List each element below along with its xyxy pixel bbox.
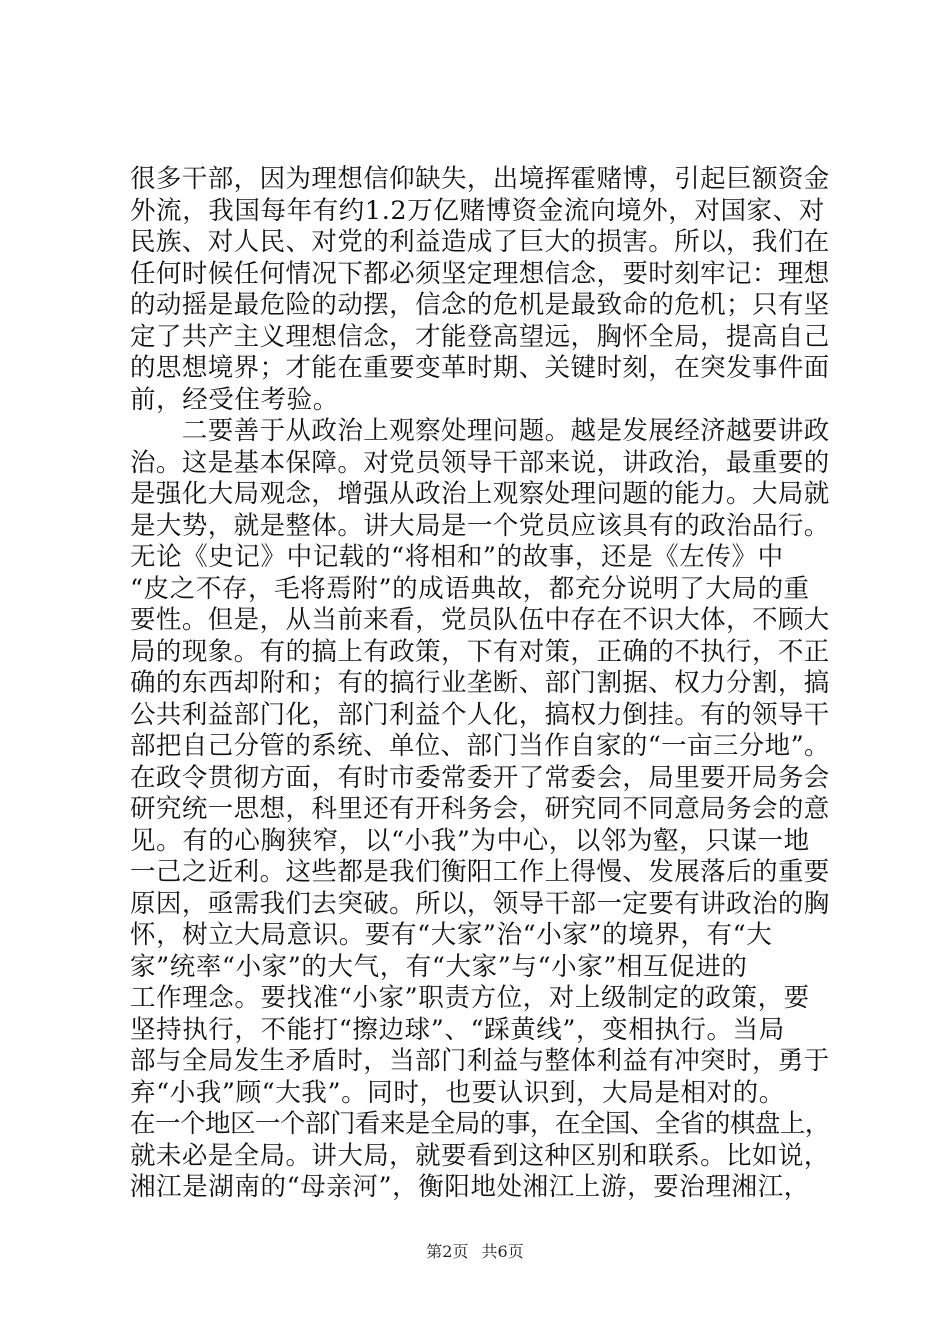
text-line: 怀，树立大局意识。要有“大家”治“小家”的境界，有“大 <box>130 920 773 950</box>
text-line: 前，经受住考验。 <box>130 384 339 415</box>
text-line: 民族、对人民、对党的利益造成了巨大的损害。所以，我们在 <box>130 227 830 257</box>
page-footer <box>0 1242 950 1262</box>
text-line: 确的东西却附和；有的搞行业垄断、部门割据、权力分割，搞 <box>130 668 830 698</box>
text-line: 公共利益部门化，部门利益个人化，搞权力倒挂。有的领导干 <box>130 699 830 730</box>
text-line: 的动摇是最危险的动摆，信念的危机是最致命的危机；只有坚 <box>130 290 830 320</box>
text-line: 治。这是基本保障。对党员领导干部来说，讲政治，最重要的 <box>130 447 830 478</box>
text-line: 一己之近利。这些都是我们衡阳工作上得慢、发展落后的重要 <box>130 857 830 887</box>
text-line: 湘江是湖南的“母亲河”，衡阳地处湘江上游，要治理湘江， <box>130 1172 810 1202</box>
text-line: 在一个地区一个部门看来是全局的事，在全国、全省的棋盘上， <box>130 1109 830 1139</box>
page-number: 第2页 <box>426 1242 469 1261</box>
text-line: 部与全局发生矛盾时，当部门利益与整体利益有冲突时，勇于 <box>130 1046 830 1076</box>
text-line: 家”统率“小家”的大气，有“大家”与“小家”相互促进的 <box>130 951 748 982</box>
text-line: 外流，我国每年有约1.2万亿赌博资金流向境外，对国家、对 <box>130 195 825 226</box>
text-line: 就未必是全局。讲大局，就要看到这种区别和联系。比如说， <box>130 1140 830 1171</box>
text-line: 研究统一思想，科里还有开科务会，研究同不同意局务会的意 <box>130 794 830 824</box>
text-line: 坚持执行，不能打“擦边球”、“踩黄线”，变相执行。当局 <box>130 1014 785 1045</box>
text-line: 原因，亟需我们去突破。所以，领导干部一定要有讲政治的胸 <box>130 888 830 919</box>
text-line: 无论《史记》中记载的“将相和”的故事，还是《左传》中 <box>130 542 784 572</box>
text-line: 要性。但是，从当前来看，党员队伍中存在不识大体，不顾大 <box>130 605 830 635</box>
text-line: 定了共产主义理想信念，才能登高望远，胸怀全局，提高自己 <box>130 321 830 352</box>
text-line: 是大势，就是整体。讲大局是一个党员应该具有的政治品行。 <box>130 510 830 541</box>
text-line: 弃“小我”顾“大我”。同时，也要认识到，大局是相对的。 <box>130 1077 785 1108</box>
text-line: 部把自己分管的系统、单位、部门当作自家的“一亩三分地”。 <box>130 731 830 761</box>
text-line: 是强化大局观念，增强从政治上观察处理问题的能力。大局就 <box>130 479 830 509</box>
text-line: 二要善于从政治上观察处理问题。越是发展经济越要讲政 <box>130 416 830 446</box>
text-line: 很多干部，因为理想信仰缺失，出境挥霍赌博，引起巨额资金 <box>130 164 830 194</box>
text-line: 在政令贯彻方面，有时市委常委开了常委会，局里要开局务会 <box>130 762 830 793</box>
text-line: “皮之不存，毛将焉附”的成语典故，都充分说明了大局的重 <box>130 573 810 604</box>
text-line: 的思想境界；才能在重要变革时期、关键时刻，在突发事件面 <box>130 353 830 383</box>
text-line: 工作理念。要找准“小家”职责方位，对上级制定的政策，要 <box>130 983 810 1013</box>
page-total: 共6页 <box>481 1242 524 1261</box>
text-line: 任何时候任何情况下都必须坚定理想信念，要时刻牢记：理想 <box>130 258 830 289</box>
text-line: 局的现象。有的搞上有政策，下有对策，正确的不执行，不正 <box>130 636 830 667</box>
text-line: 见。有的心胸狭窄，以“小我”为中心，以邻为壑，只谋一地 <box>130 825 810 856</box>
body-text <box>130 164 830 1204</box>
